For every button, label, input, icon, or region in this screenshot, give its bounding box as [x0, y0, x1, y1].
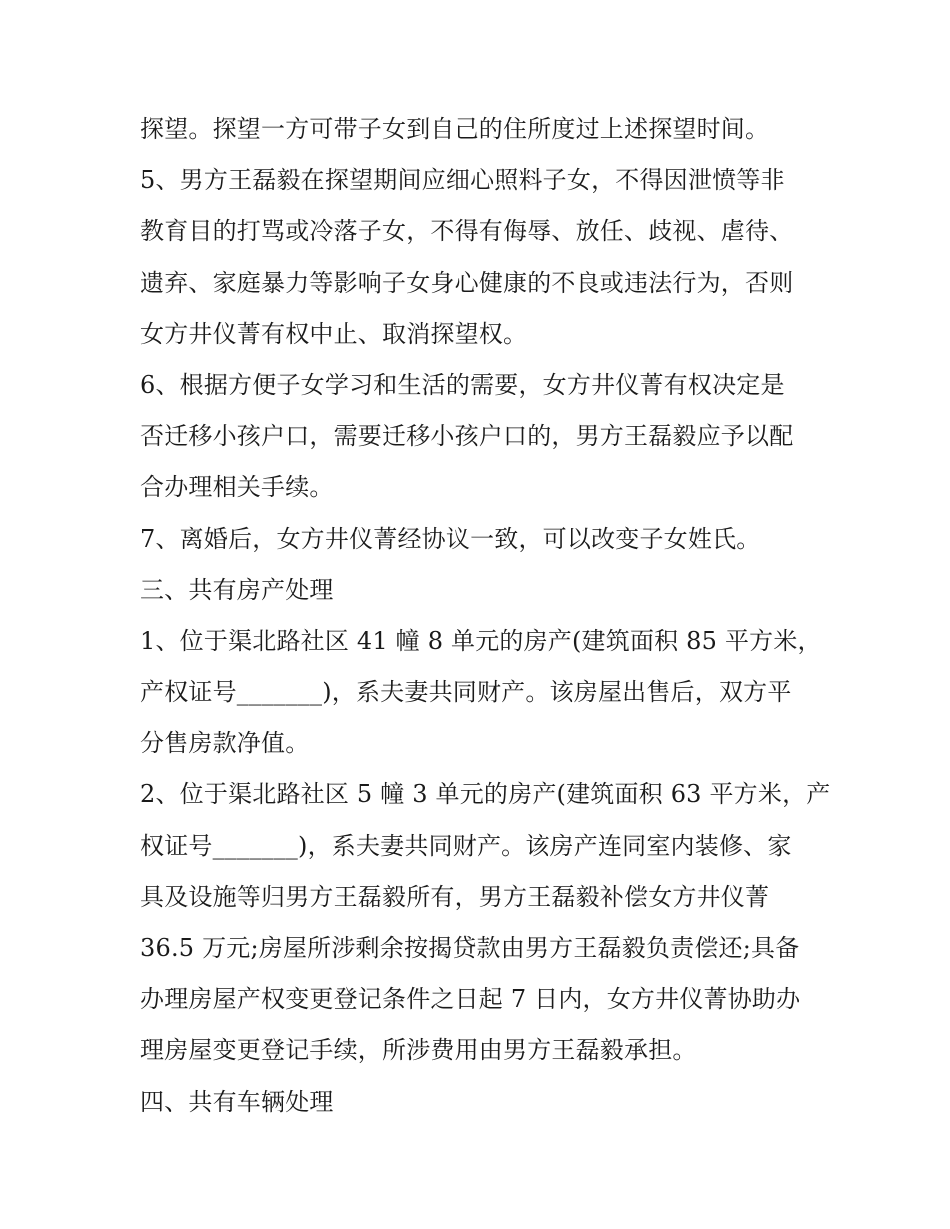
text-line: 探望。探望一方可带子女到自己的住所度过上述探望时间。 — [140, 115, 770, 143]
text-line: 合办理相关手续。 — [140, 473, 334, 502]
text-line: 权证号_______)，系夫妻共同财产。该房产连同室内装修、家 — [140, 831, 792, 860]
text-line: 分售房款净值。 — [140, 729, 310, 758]
section-heading-4: 四、共有车辆处理 — [140, 1087, 334, 1116]
document-body — [140, 104, 830, 1128]
text-line: 女方井仪菁有权中止、取消探望权。 — [140, 319, 528, 348]
clause-7-line: 7、离婚后，女方井仪菁经协议一致，可以改变子女姓氏。 — [140, 524, 761, 553]
text-line: 理房屋变更登记手续，所涉费用由男方王磊毅承担。 — [140, 1036, 697, 1065]
text-line: 具及设施等归男方王磊毅所有，男方王磊毅补偿女方井仪菁 — [140, 882, 770, 911]
text-line: 产权证号_______)，系夫妻共同财产。该房屋出售后，双方平 — [140, 678, 792, 707]
text-line: 办理房屋产权变更登记条件之日起 7 日内，女方井仪菁协助办 — [140, 985, 801, 1014]
text-line: 36.5 万元;房屋所涉剩余按揭贷款由男方王磊毅负责偿还;具备 — [140, 934, 800, 962]
clause-5-line: 5、男方王磊毅在探望期间应细心照料子女，不得因泄愤等非 — [140, 166, 785, 195]
text-line: 教育目的打骂或冷落子女，不得有侮辱、放任、歧视、虐待、 — [140, 217, 794, 246]
clause-6-line: 6、根据方便子女学习和生活的需要，女方井仪菁有权决定是 — [140, 370, 785, 399]
section-heading-3: 三、共有房产处理 — [140, 575, 334, 604]
text-line: 否迁移小孩户口，需要迁移小孩户口的，男方王磊毅应予以配 — [140, 422, 794, 451]
property-clause-2-line: 2、位于渠北路社区 5 幢 3 单元的房产(建筑面积 63 平方米，产 — [140, 780, 831, 809]
text-line: 遗弃、家庭暴力等影响子女身心健康的不良或违法行为，否则 — [140, 268, 794, 297]
property-clause-1-line: 1、位于渠北路社区 41 幢 8 单元的房产(建筑面积 85 平方米， — [140, 626, 822, 655]
